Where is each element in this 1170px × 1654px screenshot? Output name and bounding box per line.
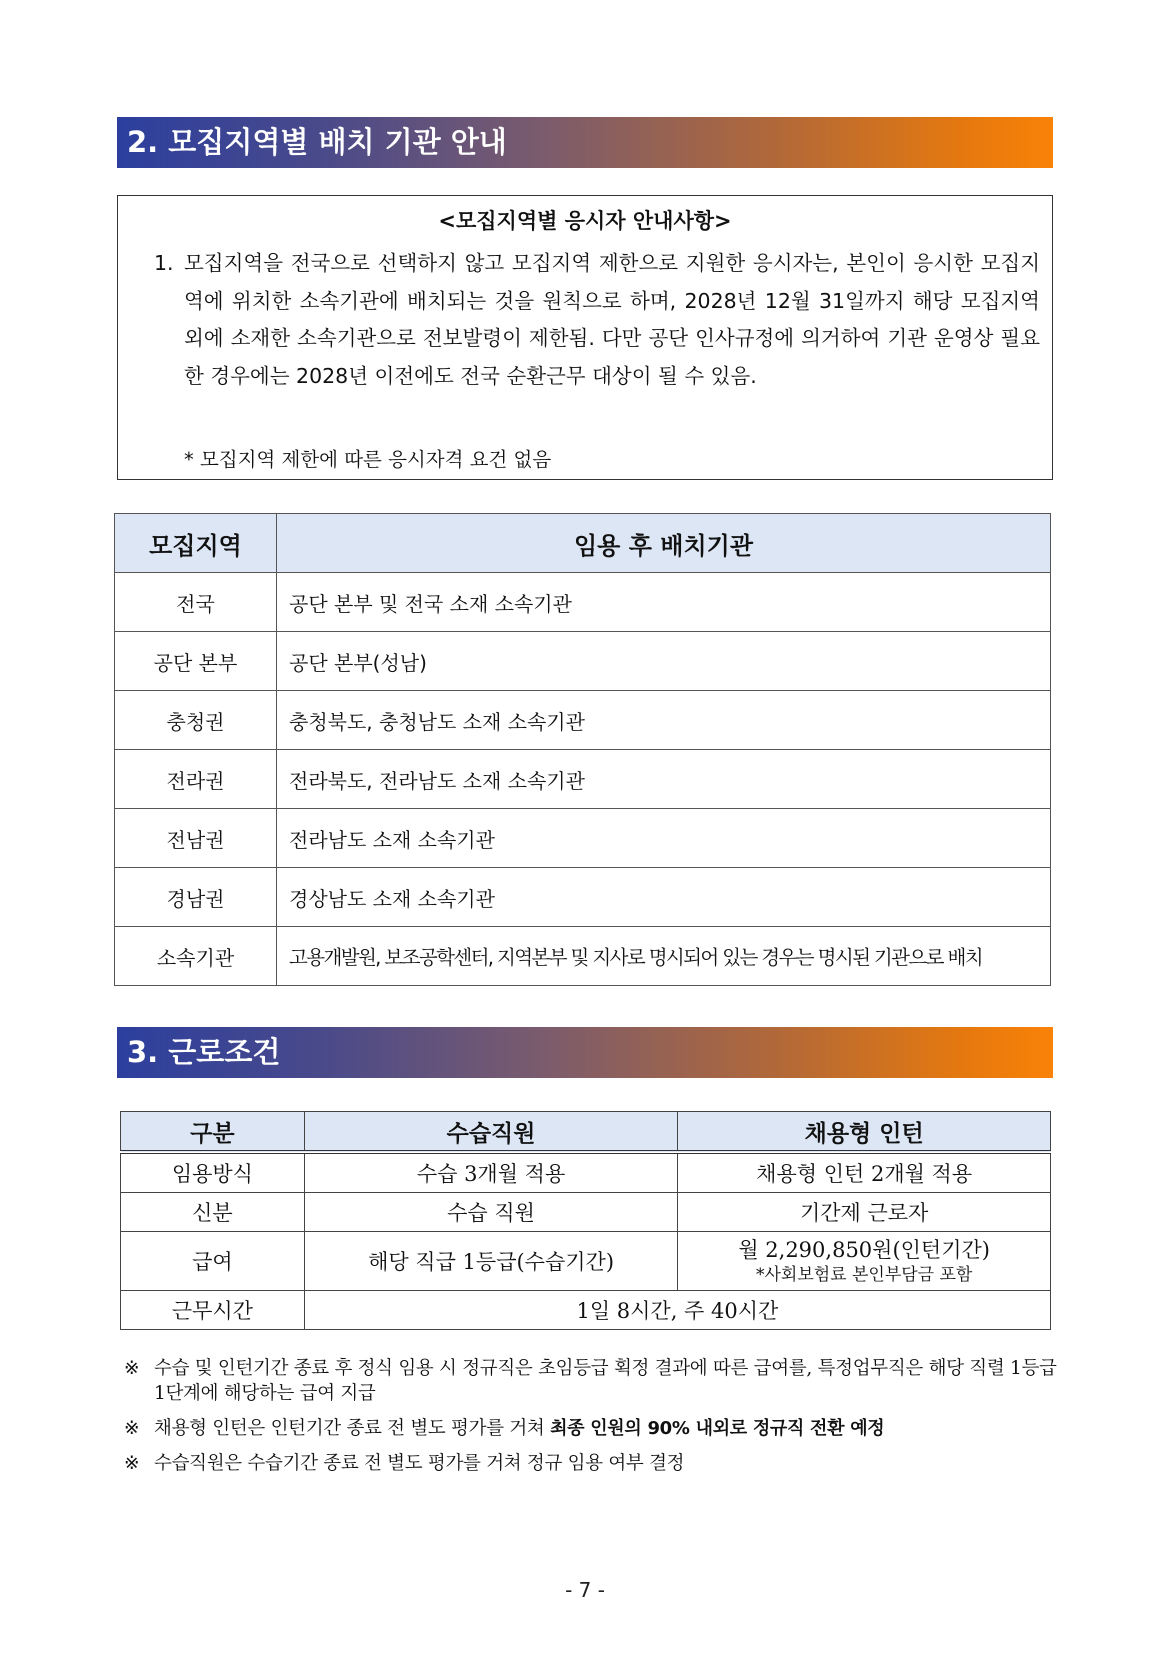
note-item <box>124 1451 1060 1476</box>
table-row <box>115 809 1051 868</box>
trainee-cell: 수습 3개월 적용 <box>304 1152 678 1193</box>
header-intern: 채용형 인턴 <box>678 1112 1051 1153</box>
placement-cell: 공단 본부(성남) <box>277 632 1051 691</box>
row-label: 임용방식 <box>121 1152 305 1193</box>
table-row <box>115 691 1051 750</box>
region-cell: 경남권 <box>115 868 277 927</box>
region-cell: 충청권 <box>115 691 277 750</box>
reference-mark-icon: ※ <box>124 1418 140 1439</box>
table-row <box>115 868 1051 927</box>
notice-item-number: 1. <box>154 251 174 275</box>
working-conditions-table <box>120 1111 1051 1330</box>
reference-mark-icon: ※ <box>124 1453 140 1474</box>
note-text: 수습직원은 수습기간 종료 전 별도 평가를 거쳐 정규 임용 여부 결정 <box>154 1453 685 1474</box>
placement-cell: 전라북도, 전라남도 소재 소속기관 <box>277 750 1051 809</box>
note-text: 채용형 인턴은 인턴기간 종료 전 별도 평가를 거쳐 <box>154 1418 551 1439</box>
section-3-heading: 3. 근로조건 <box>117 1027 1053 1078</box>
header-trainee: 수습직원 <box>304 1112 678 1153</box>
table-header-row <box>115 514 1051 573</box>
placement-cell: 충청북도, 충청남도 소재 소속기관 <box>277 691 1051 750</box>
note-text: 수습 및 인턴기간 종료 후 정식 임용 시 정규직은 초임등급 획정 결과에 따른 급여를, 특정업무직은 해당 직렬 1등급 1단계에 해당하는 급여 지급 <box>154 1358 1057 1404</box>
header-category: 구분 <box>121 1112 305 1153</box>
region-cell: 공단 본부 <box>115 632 277 691</box>
note-emphasis: 최종 인원의 90% 내외로 정규직 전환 예정 <box>550 1418 885 1439</box>
placement-cell: 공단 본부 및 전국 소재 소속기관 <box>277 573 1051 632</box>
table-row-status <box>121 1193 1051 1232</box>
region-cell: 전남권 <box>115 809 277 868</box>
placement-cell: 전라남도 소재 소속기관 <box>277 809 1051 868</box>
table-row-method <box>121 1152 1051 1193</box>
row-label: 신분 <box>121 1193 305 1232</box>
page-number: - 7 - <box>565 1578 605 1602</box>
hours-cell: 1일 8시간, 주 40시간 <box>304 1291 1050 1330</box>
table-row <box>115 927 1051 986</box>
note-item <box>124 1416 1060 1441</box>
reference-mark-icon: ※ <box>124 1358 140 1379</box>
table-header-row <box>121 1112 1051 1153</box>
note-item <box>124 1356 1060 1406</box>
intern-cell: 기간제 근로자 <box>678 1193 1051 1232</box>
region-cell: 전국 <box>115 573 277 632</box>
placement-table <box>114 513 1051 986</box>
intern-pay-amount: 월 2,290,850원(인턴기간) <box>738 1238 990 1262</box>
table-row <box>115 573 1051 632</box>
section-2-heading: 2. 모집지역별 배치 기관 안내 <box>117 117 1053 168</box>
notice-box <box>117 195 1053 480</box>
table-row <box>115 632 1051 691</box>
notice-sub-note: * 모집지역 제한에 따른 응시자격 요건 없음 <box>184 448 552 471</box>
table-row-hours <box>121 1291 1051 1330</box>
table-row <box>115 750 1051 809</box>
placement-cell: 경상남도 소재 소속기관 <box>277 868 1051 927</box>
header-placement: 임용 후 배치기관 <box>277 514 1051 573</box>
row-label: 급여 <box>121 1232 305 1291</box>
intern-pay-note: *사회보험료 본인부담금 포함 <box>755 1265 973 1285</box>
notice-item-1 <box>154 245 1040 395</box>
region-cell: 전라권 <box>115 750 277 809</box>
trainee-cell: 해당 직급 1등급(수습기간) <box>304 1232 678 1291</box>
trainee-cell: 수습 직원 <box>304 1193 678 1232</box>
row-label: 근무시간 <box>121 1291 305 1330</box>
region-cell: 소속기관 <box>115 927 277 986</box>
placement-cell: 고용개발원, 보조공학센터, 지역본부 및 지사로 명시되어 있는 경우는 명시된 기관으로 배치 <box>277 927 1051 986</box>
notice-item-text: 모집지역을 전국으로 선택하지 않고 모집지역 제한으로 지원한 응시자는, 본인이 응시한 모집지역에 위치한 소속기관에 배치되는 것을 원칙으로 하며, 2028년 12월 31일까지 해당 모집지역 외에 소재한 소속기관으로 전보발령이 제한됨. 다만 공단 인사규정에 의거하여 기관 운영상 필요한 경우에는 2028년 이전에도 전국 순환근무 대상이 될 수 있음. <box>184 251 1040 388</box>
intern-cell: 채용형 인턴 2개월 적용 <box>678 1152 1051 1193</box>
notes-list <box>124 1356 1060 1486</box>
header-region: 모집지역 <box>115 514 277 573</box>
intern-cell <box>678 1232 1051 1291</box>
table-row-pay <box>121 1232 1051 1291</box>
notice-title: <모집지역별 응시자 안내사항> <box>438 209 732 233</box>
